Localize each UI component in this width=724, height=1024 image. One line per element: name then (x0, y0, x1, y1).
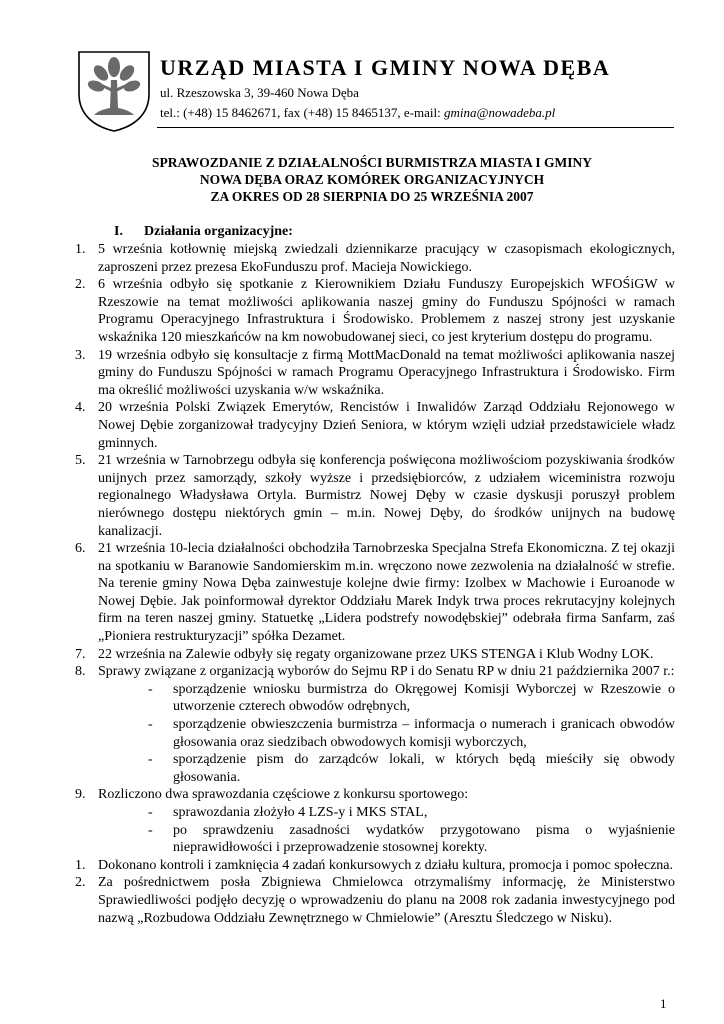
item-number: 8. (75, 664, 86, 680)
item-text: Rozliczono dwa sprawozdania częściowe z konkursu sportowego: (98, 787, 469, 803)
sub-list-item (75, 822, 675, 857)
list-item (75, 347, 675, 400)
item-number: 9. (75, 787, 86, 803)
item-number: 5. (75, 453, 86, 469)
item-number: 7. (75, 646, 86, 662)
sub-item-text: sporządzenie obwieszczenia burmistrza – informacja o numerach i granicach obwodów głosowania oraz siedzibach obwodowych komisji wyborczych, (173, 717, 675, 750)
item-number: 1. (75, 857, 86, 873)
header-divider (157, 127, 674, 128)
item-text: Za pośrednictwem posła Zbigniewa Chmielowca otrzymaliśmy informację, że Ministerstwo Sprawiedliwości podjęło decyzję o wprowadzeniu do planu na 2008 rok zadania inwestycyjnego pod nazwą „Rozbudowa Oddziału Zewnętrznego w Chmielowie” (Aresztu Śledczego w Nisku). (98, 875, 675, 926)
item-text: 20 września Polski Związek Emerytów, Rencistów i Inwalidów Zarząd Oddziału Rejonowego w Nowej Dębie zorganizował tradycyjny Dzień Seniora, w którym wzięli udział przedstawiciele władz gminnych. (98, 400, 675, 451)
office-name: URZĄD MIASTA I GMINY NOWA DĘBA (160, 55, 611, 80)
item-text: Dokonano kontroli i zamknięcia 4 zadań konkursowych z działu kultura, promocja i pomoc społeczna. (98, 857, 673, 873)
item-number: 2. (75, 277, 86, 293)
contact-phone-fax: tel.: (+48) 15 8462671, fax (+48) 15 8465137, e-mail: (160, 105, 445, 120)
office-contact (160, 105, 555, 121)
item-text: 22 września na Zalewie odbyły się regaty organizowane przez UKS STENGA i Klub Wodny LOK. (98, 646, 654, 662)
report-title-line: ZA OKRES OD 28 SIERPNIA DO 25 WRZEŚNIA 2007 (210, 189, 534, 204)
item-number: 1. (75, 242, 86, 257)
dash-bullet: - (148, 805, 153, 820)
item-text: Sprawy związane z organizacją wyborów do Sejmu RP i do Senatu RP w dniu 21 października 2007 r.: (98, 664, 675, 680)
dash-bullet: - (148, 717, 153, 733)
sub-list-item (75, 716, 675, 751)
sub-list-item (75, 751, 675, 786)
list-item (75, 786, 675, 804)
report-title-line: SPRAWOZDANIE Z DZIAŁALNOŚCI BURMISTRZA MIASTA I GMINY (151, 155, 593, 170)
list-item (75, 241, 675, 276)
report-title (92, 154, 652, 205)
item-text: 21 września 10-lecia działalności obchodziła Tarnobrzeska Specjalna Strefa Ekonomiczna. Z tej okazji na spotkaniu w Baranowie Sandomierskim m.in. wręczono nowe zezwolenia na działalność w strefie. Na terenie gminy Nowa Dęba zainwestuje kolejne dwie firmy: Izolbex w Machowie i Euroanode w Nowej Dębie. Jak poinformował dyrektor Oddziału Marek Indyk trwa proces rekrutacyjny kolejnych firm na teren naszej gminy. Statuetkę „Lidera podstrefy nowodębskiej” odebrała firma Sanfarm, zaś „Pioniera restrukturyzacji” spółka Dezamet. (98, 541, 675, 645)
section-number: I. (114, 224, 123, 239)
coat-of-arms-icon (74, 48, 154, 132)
item-number: 2. (75, 875, 86, 891)
item-text: 6 września odbyło się spotkanie z Kierownikiem Działu Funduszy Europejskich WFOŚiGW w Rzeszowie na temat możliwości aplikowania naszej gminy do Funduszu Spójności w ramach Programu Operacyjnego Infrastruktura i Środowisko. Problemem z naszej strony jest uzyskanie wskaźnika 120 mieszkańców na km nowobudowanej sieci, co jest kryterium dostępu do programu. (98, 277, 675, 345)
list-item (75, 399, 675, 452)
list-item (75, 874, 675, 927)
sub-item-text: po sprawdzeniu zasadności wydatków przygotowano pisma o wyjaśnienie nieprawidłowości i przeprowadzenie stosownej korekty. (173, 822, 675, 856)
item-text: 19 września odbyło się konsultacje z firmą MottMacDonald na temat możliwości aplikowania naszej gminy do Funduszu Spójności w ramach Programu Operacyjnego Infrastruktura i Środowisko. Firm ma określić możliwości uzyskania w/w wskaźnika. (98, 347, 675, 398)
list-item (75, 663, 675, 681)
sub-item-text: sprawozdania złożyło 4 LZS-y i MKS STAL, (173, 805, 428, 820)
sub-item-text: sporządzenie pism do zarządców lokali, w których będą mieściły się obwody głosowania. (173, 752, 675, 785)
report-title-line: NOWA DĘBA ORAZ KOMÓREK ORGANIZACYJNYCH (199, 172, 545, 187)
dash-bullet: - (148, 822, 153, 838)
section-title: Działania organizacyjne: (144, 224, 293, 239)
list-item (75, 276, 675, 346)
dash-bullet: - (148, 752, 153, 768)
list-item (75, 452, 675, 540)
report-body (75, 241, 675, 927)
item-text: 5 września kotłownię miejską zwiedzali dziennikarze pracujący w czasopismach ekologicznych, zaproszeni przez prezesa EkoFunduszu prof. Macieja Nowickiego. (98, 242, 675, 275)
item-number: 3. (75, 347, 86, 363)
office-address: ul. Rzeszowska 3, 39-460 Nowa Dęba (160, 85, 359, 100)
list-item (75, 646, 675, 664)
page-number: 1 (660, 996, 667, 1011)
list-item (75, 540, 675, 646)
item-number: 6. (75, 541, 86, 557)
list-item (75, 857, 675, 875)
sub-list-item (75, 681, 675, 716)
section-heading (114, 224, 293, 240)
item-number: 4. (75, 400, 86, 416)
sub-item-text: sporządzenie wniosku burmistrza do Okręgowej Komisji Wyborczej w Rzeszowie o utworzenie czterech obwodów odrębnych, (173, 681, 675, 715)
contact-email-link[interactable]: gmina@nowadeba.pl (444, 105, 556, 120)
dash-bullet: - (148, 681, 153, 697)
item-text: 21 września w Tarnobrzegu odbyła się konferencja poświęcona możliwościom pozyskiwania środków unijnych przez samorządy, szkoły wyższe i przedsiębiorców, z udziałem wiceministra rozwoju regionalnego Władysława Ortyla. Burmistrz Nowej Dęby w czasie dyskusji poruszył problem nierównego dostępu niektórych gmin – m.in. Nowej Dęby, do środków unijnych na budowę kanalizacji. (98, 453, 675, 539)
sub-list-item (75, 804, 675, 822)
